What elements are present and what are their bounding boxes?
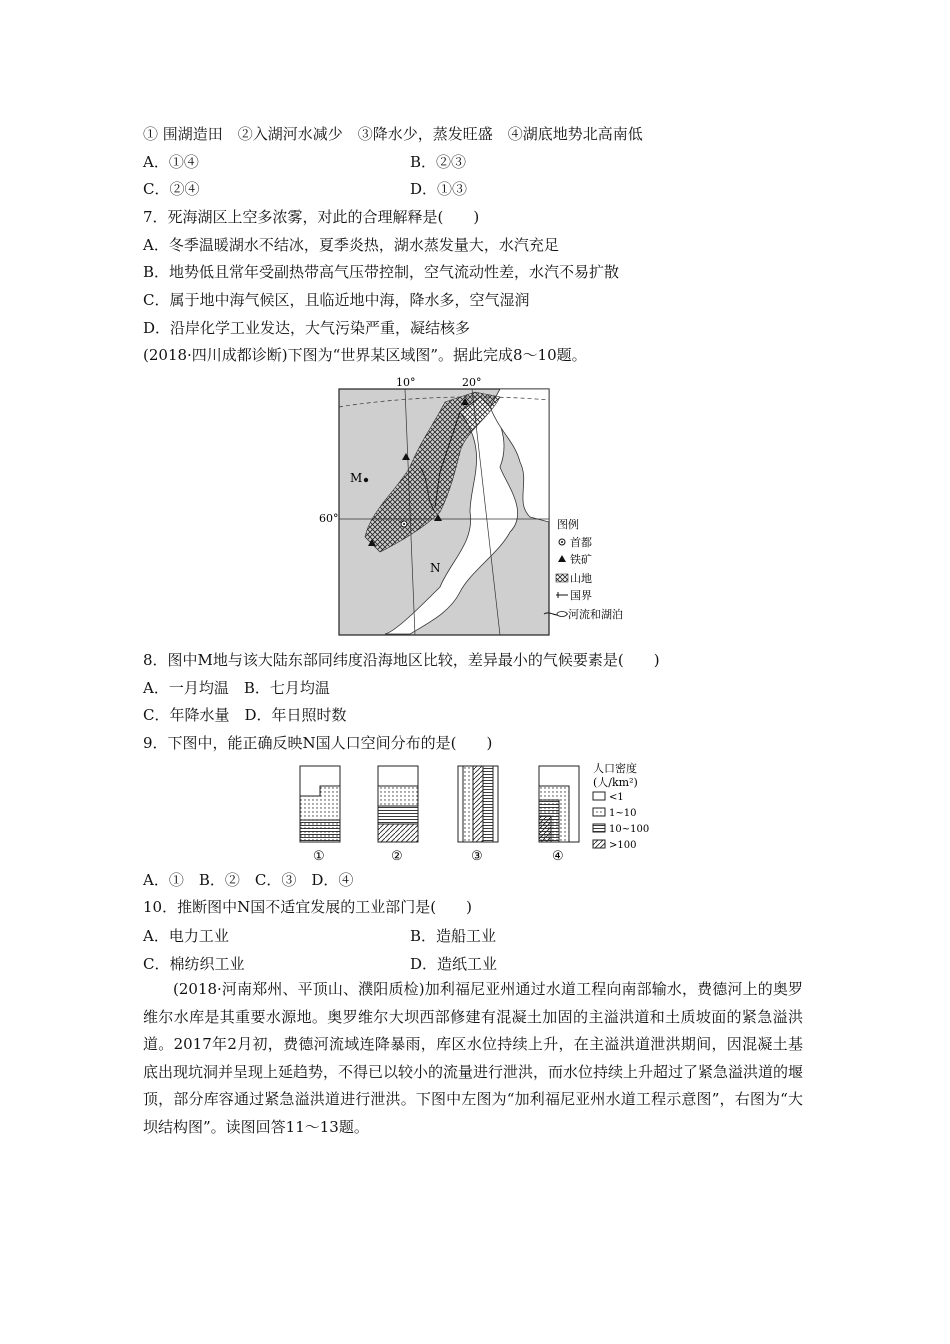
city-m [364,478,368,482]
intro-8-10: (2018·四川成都诊断)下图为“世界某区域图”。据此完成8～10题。 [143,346,587,364]
legend-river: 河流和湖泊 [568,608,623,621]
map-legend-title: 图例 [557,518,579,531]
density-legend-title: 人口密度 [593,762,637,775]
q10-stem: 10．推断图中N国不适宜发展的工业部门是( ) [143,898,472,916]
fig-label-1: ① [313,849,325,864]
fig-3 [458,766,498,842]
q7-option-a: A．冬季温暖湖水不结冰，夏季炎热，湖水蒸发量大，水汽充足 [143,236,559,254]
label-n: N [430,561,441,575]
q7-option-d: D．沿岸化学工业发达，大气污染严重，凝结核多 [143,319,471,337]
q6-option-c: C．②④ [143,180,200,198]
fig-2 [378,766,418,842]
q7-option-c: C．属于地中海气候区，且临近地中海，降水多，空气湿润 [143,291,530,309]
density-1-10: 1~10 [609,808,637,819]
q8-options-ab: A．一月均温 B．七月均温 [143,679,330,697]
q10-option-c: C．棉纺织工业 [143,955,245,973]
label-m: M [350,471,363,485]
q6-option-a: A．①④ [143,153,199,171]
fig-label-3: ③ [471,849,483,864]
q10-option-d: D．造纸工业 [410,955,498,973]
legend-capital: 首都 [570,536,592,549]
q9-options: A．① B．② C．③ D．④ [143,871,354,889]
lon-20-label: 20° [462,376,482,389]
q8-options-cd: C．年降水量 D．年日照时数 [143,706,347,724]
legend-iron: 铁矿 [570,553,592,566]
q8-stem: 8．图中M地与该大陆东部同纬度沿海地区比较，差异最小的气候要素是( ) [143,651,660,669]
density-lt1: <1 [609,792,624,803]
q9-stem: 9．下图中，能正确反映N国人口空间分布的是( ) [143,734,493,752]
passage-text: (2018·河南郑州、平顶山、濮阳质检)加利福尼亚州通过水道工程向南部输水，费德河上的奥罗维尔水库是其重要水源地。奥罗维尔大坝西部修建有混凝土加固的主溢洪道和土质坡面的紧急溢洪道。2017年2月初，费德河流域连降暴雨，库区水位持续上升，在主溢洪道泄洪期间，因混凝土基底出现坑洞并呈现上延趋势，不得已以较小的流量进行泄洪，而水位持续上升超过了紧急溢洪道的堰顶，部分库容通过紧急溢洪道进行泄洪。下图中左图为“加利福尼亚州水道工程示意图”，右图为“大坝结构图”。读图回答11～13题。 [143,980,804,1136]
density-gt100: >100 [609,840,637,851]
q6-items: ① 围湖造田 ②入湖河水减少 ③降水少，蒸发旺盛 ④湖底地势北高南低 [143,125,643,143]
density-10-100: 10~100 [609,824,650,835]
q7-option-b: B．地势低且常年受副热带高气压带控制，空气流动性差，水汽不易扩散 [143,263,620,281]
q10-option-a: A．电力工业 [143,927,229,945]
q6-option-d: D．①③ [410,180,468,198]
population-figures [295,758,665,868]
fig-4 [539,766,579,842]
lat-60-label: 60° [319,512,339,525]
lon-10-label: 10° [396,376,416,389]
region-map [300,372,640,640]
passage [143,976,803,1142]
density-legend-unit: (人/km²) [593,776,638,789]
q6-option-b: B．②③ [410,153,467,171]
q10-option-b: B．造船工业 [410,927,497,945]
fig-1 [300,766,340,842]
legend-border: 国界 [570,589,592,602]
legend-mountain: 山地 [570,572,592,585]
fig-label-4: ④ [552,849,564,864]
q7-stem: 7．死海湖区上空多浓雾，对此的合理解释是( ) [143,208,480,226]
fig-label-2: ② [391,849,403,864]
